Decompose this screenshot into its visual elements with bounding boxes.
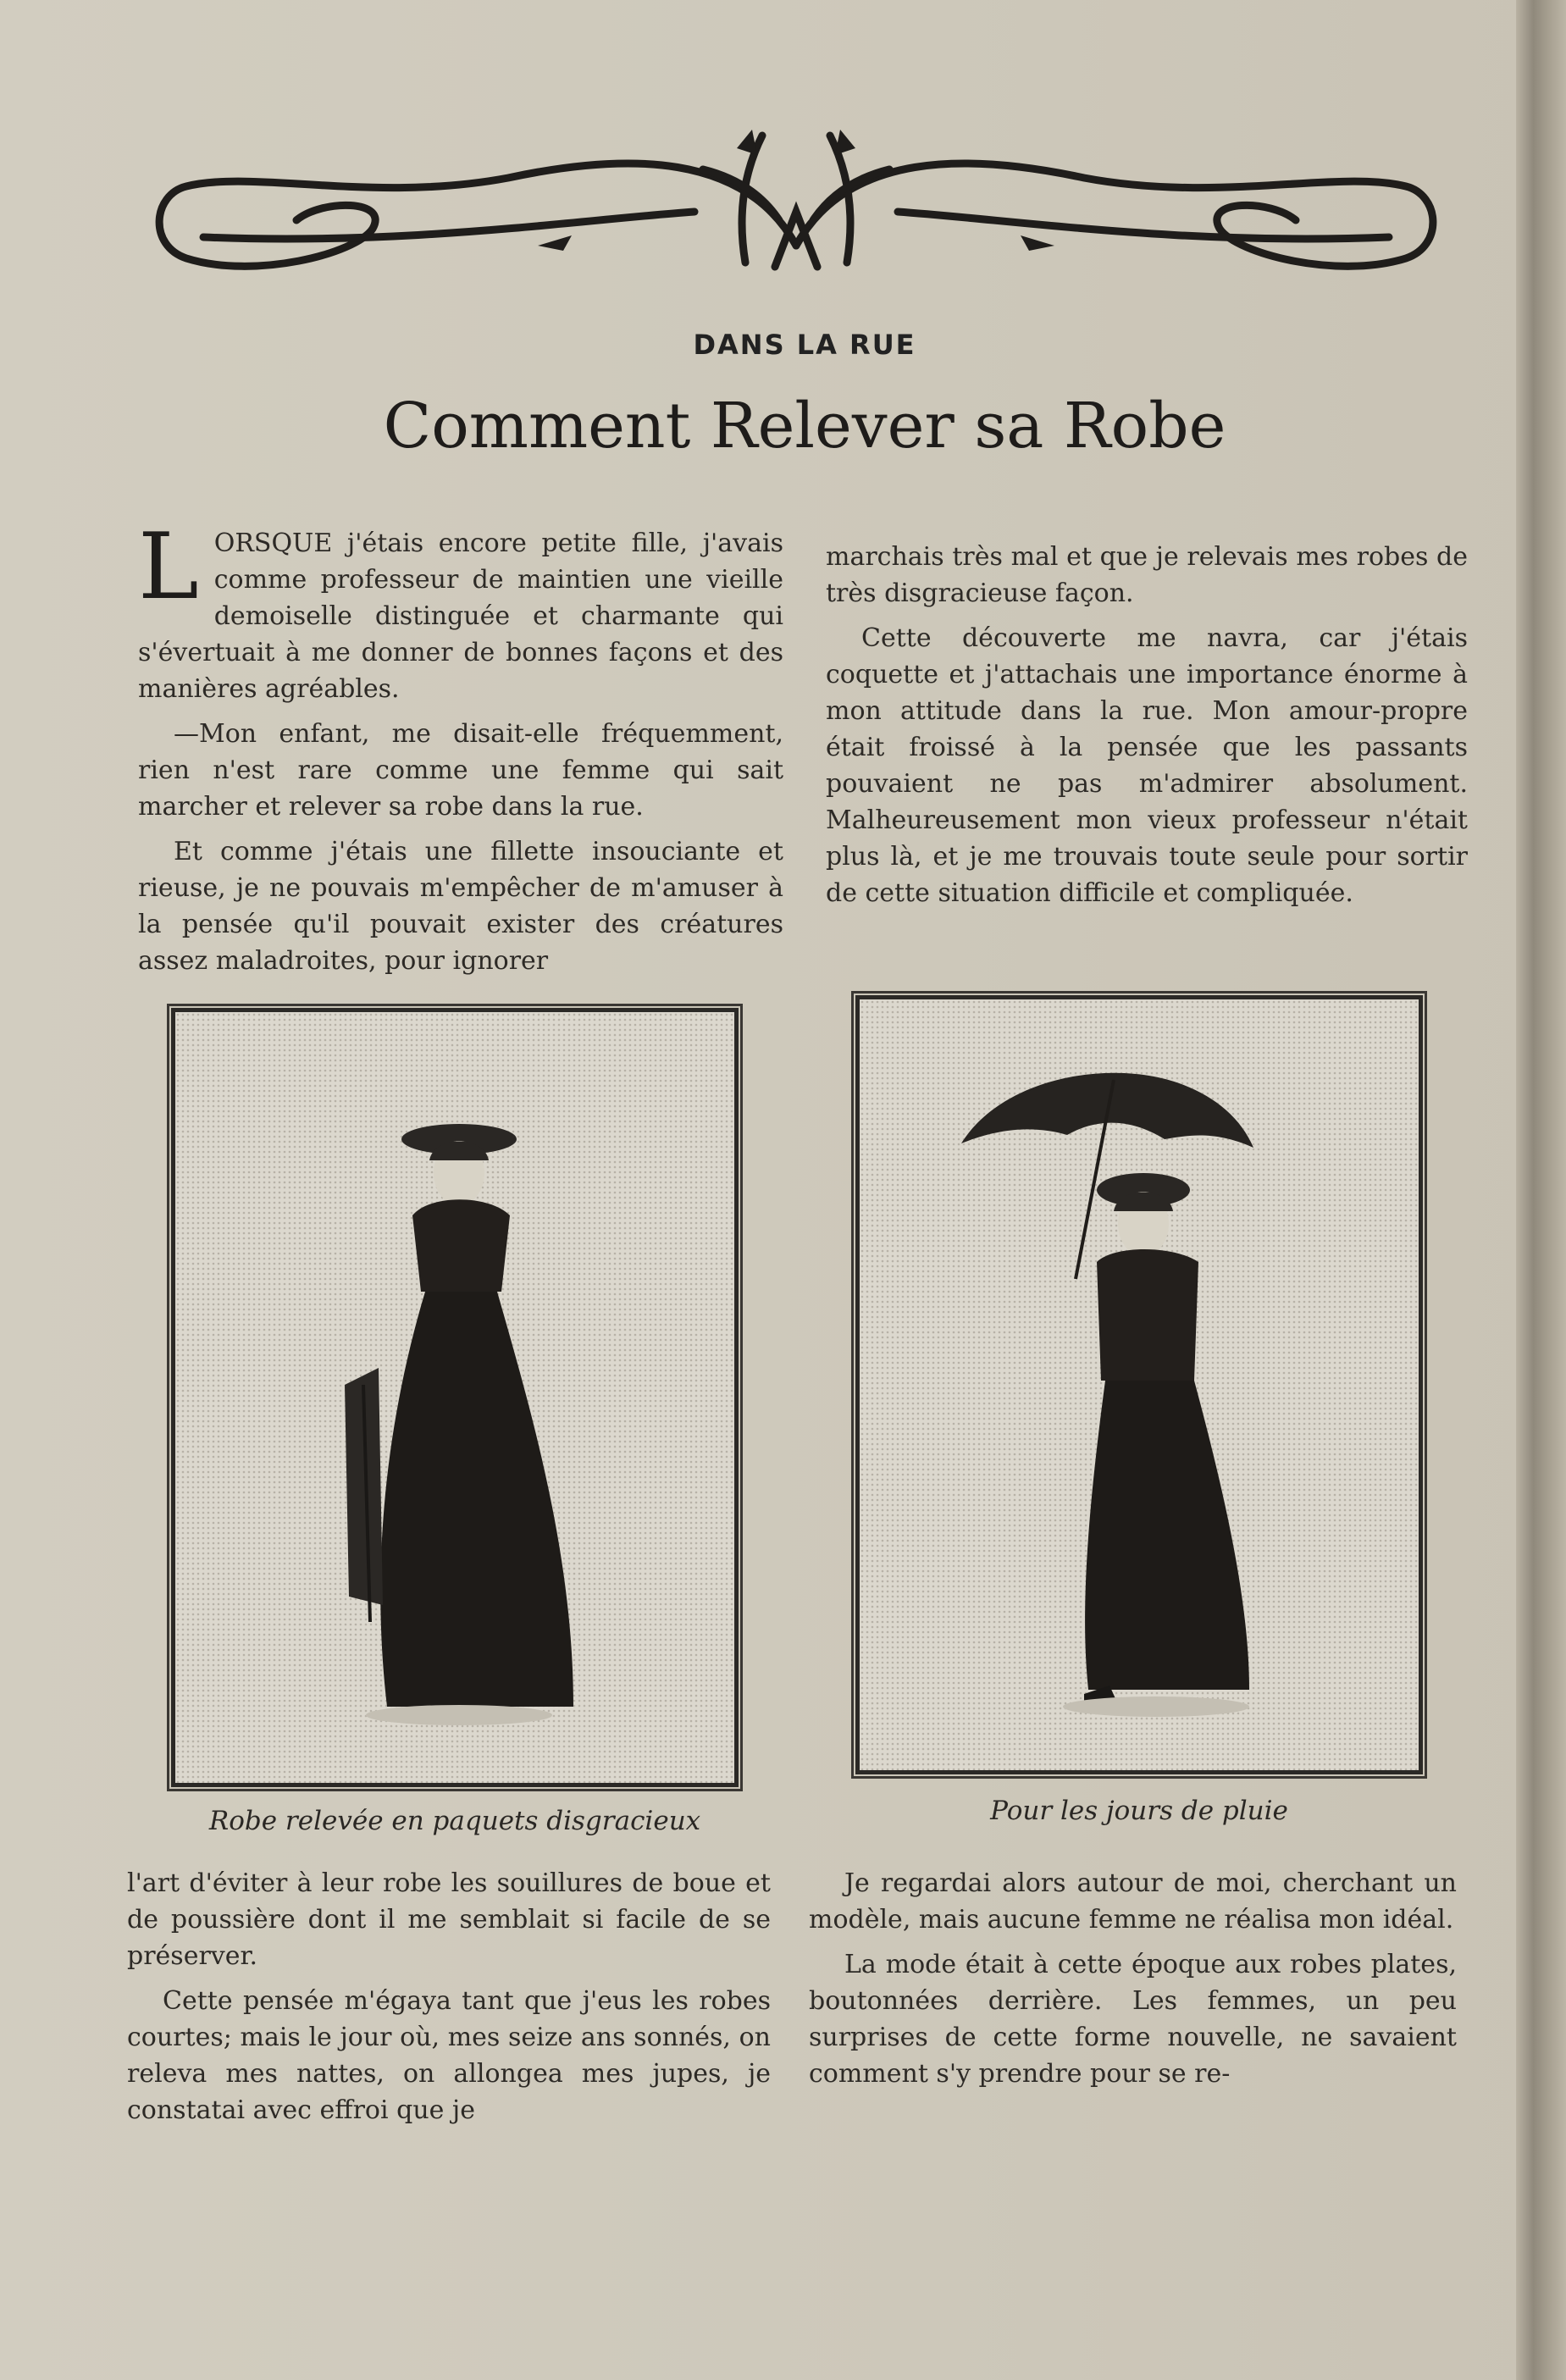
- paragraph: marchais très mal et que je relevais mes robes de très disgracieuse façon.: [826, 542, 1468, 608]
- paragraph: l'art d'éviter à leur robe les souillures de boue et de poussière dont il me semblait si facile de se préserver.: [127, 1868, 771, 1971]
- drop-cap: L: [138, 514, 199, 620]
- column-right-bottom: [809, 1865, 1457, 2100]
- paragraph: LORSQUE j'étais encore petite fille, j'avais comme professeur de maintien une vieille demoiselle distinguée et charmante qui s'évertuait à me donner de bonnes façons et des manières agréables.: [138, 514, 783, 704]
- column-right-top: [826, 539, 1468, 920]
- paragraph: Cette pensée m'égaya tant que j'eus les robes courtes; mais le jour où, mes seize ans sonnés, on releva mes nattes, on allongea mes jupes, je constatai avec effroi que je: [127, 1986, 771, 2125]
- figure-caption-right: Pour les jours de pluie: [990, 1796, 1288, 1826]
- column-left-bottom: [127, 1865, 771, 2137]
- article-title: Comment Relever sa Robe: [383, 390, 1226, 462]
- paragraph: Je regardai alors autour de moi, cherchant un modèle, mais aucune femme ne réalisa mon idéal.: [809, 1868, 1457, 1934]
- photo-woman-with-open-umbrella: [855, 995, 1423, 1774]
- section-kicker: DANS LA RUE: [693, 329, 916, 361]
- paragraph: La mode était à cette époque aux robes plates, boutonnées derrière. Les femmes, un peu surprises de cette forme nouvelle, ne savaient comment s'y prendre pour se re-: [809, 1950, 1457, 2089]
- paragraph: Cette découverte me navra, car j'étais coquette et j'attachais une importance énorme à mon attitude dans la rue. Mon amour-propre était froissé à la pensée que les passants pouvaient ne pas m'admirer absolument. Malheureusement mon vieux professeur n'était plus là, et je me trouvais toute seule pour sortir de cette situation difficile et compliquée.: [826, 623, 1468, 908]
- figure-caption-left: Robe relevée en paquets disgracieux: [208, 1806, 701, 1836]
- paragraph: —Mon enfant, me disait-elle fréquemment, rien n'est rare comme une femme qui sait marcher et relever sa robe dans la rue.: [138, 719, 783, 822]
- column-left-top: [138, 514, 783, 988]
- paragraph: Et comme j'étais une fillette insouciante et rieuse, je ne pouvais m'empêcher de m'amuser à la pensée qu'il pouvait exister des créatures assez maladroites, pour ignorer: [138, 837, 783, 976]
- header-ornament: [152, 119, 1440, 280]
- photo-woman-with-closed-umbrella: [171, 1008, 739, 1787]
